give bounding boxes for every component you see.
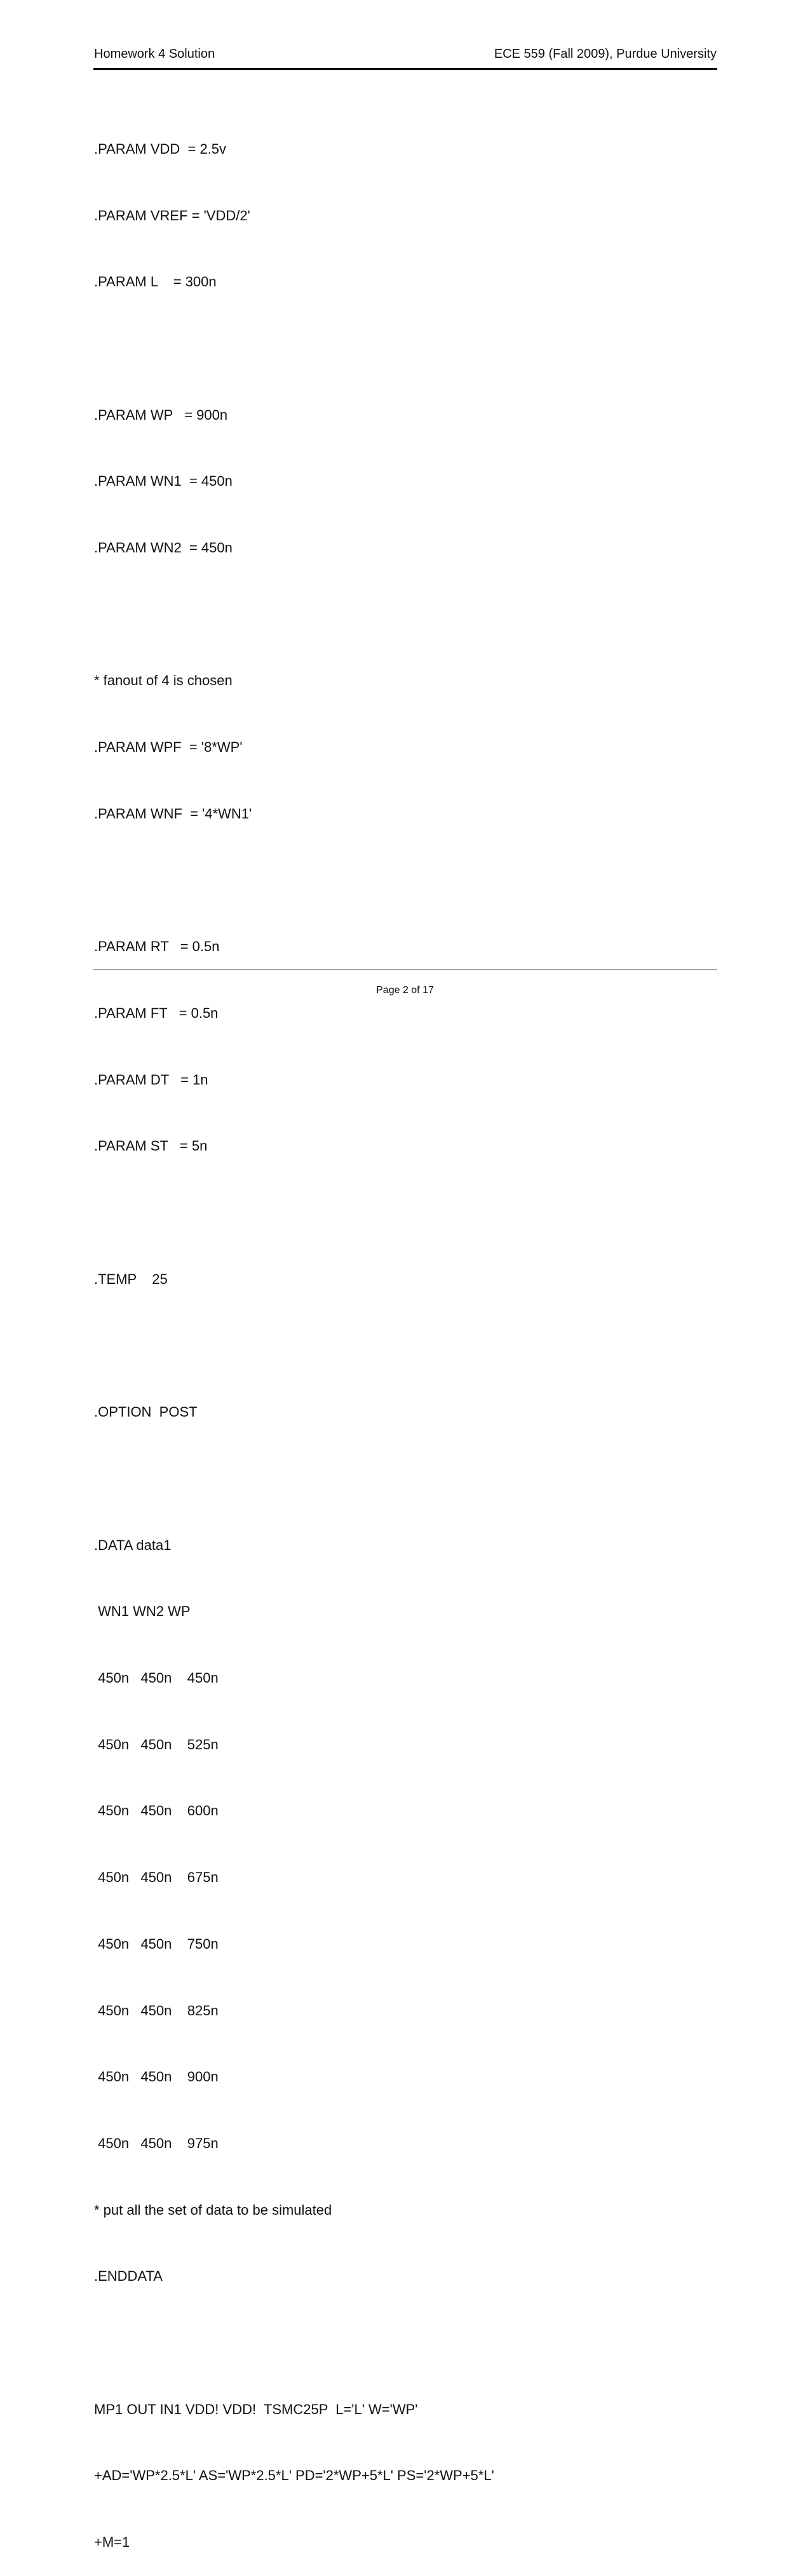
code-line: .PARAM FT = 0.5n [94,1004,219,1021]
header-divider [93,68,717,70]
code-line: MP1 OUT IN1 VDD! VDD! TSMC25P L='L' W='WP' [94,2401,418,2417]
code-line: .PARAM ST = 5n [94,1138,208,1154]
data-row: 450n 450n 750n [94,1935,219,1952]
code-line: .PARAM WPF = '8*WP' [94,739,243,756]
code-line: .OPTION POST [94,1404,198,1420]
blank-line [94,1335,494,1357]
data-header-row: WN1 WN2 WP [94,1603,191,1620]
blank-line [94,870,494,892]
code-line: .DATA data1 [94,1537,172,1553]
code-line: .PARAM DT = 1n [94,1071,208,1088]
code-line: .PARAM RT = 0.5n [94,938,220,955]
blank-line [94,2332,494,2354]
comment-line: * put all the set of data to be simulated [94,2201,332,2218]
data-row: 450n 450n 525n [94,1736,219,1752]
page-number: Page 2 of 17 [376,985,434,996]
data-row: 450n 450n 975n [94,2135,219,2151]
code-line: +AD='WP*2.5*L' AS='WP*2.5*L' PD='2*WP+5*L' PS='2*WP+5*L' [94,2467,494,2484]
code-line: .TEMP 25 [94,1271,168,1287]
comment-line: * fanout of 4 is chosen [94,672,233,689]
code-line: .PARAM WP = 900n [94,406,228,423]
spice-netlist [94,94,494,2576]
code-line: .PARAM VDD = 2.5v [94,140,227,157]
code-line: .ENDDATA [94,2268,163,2285]
code-line: .PARAM WN1 = 450n [94,473,233,490]
blank-line [94,604,494,626]
code-line: .PARAM WNF = '4*WN1' [94,805,252,822]
data-row: 450n 450n 600n [94,1803,219,1819]
code-line: .PARAM WN2 = 450n [94,540,233,556]
blank-line [94,338,494,360]
data-row: 450n 450n 675n [94,1869,219,1886]
data-row: 450n 450n 900n [94,2069,219,2085]
blank-line [94,1202,494,1224]
data-row: 450n 450n 825n [94,2002,219,2019]
blank-line [94,1468,494,1490]
page-header [94,47,717,65]
document-title: Homework 4 Solution [94,47,215,61]
data-row: 450n 450n 450n [94,1669,219,1686]
code-line: .PARAM L = 300n [94,274,217,290]
course-info: ECE 559 (Fall 2009), Purdue University [494,47,717,61]
code-line: +M=1 [94,2534,130,2551]
code-line: .PARAM VREF = 'VDD/2' [94,207,250,224]
